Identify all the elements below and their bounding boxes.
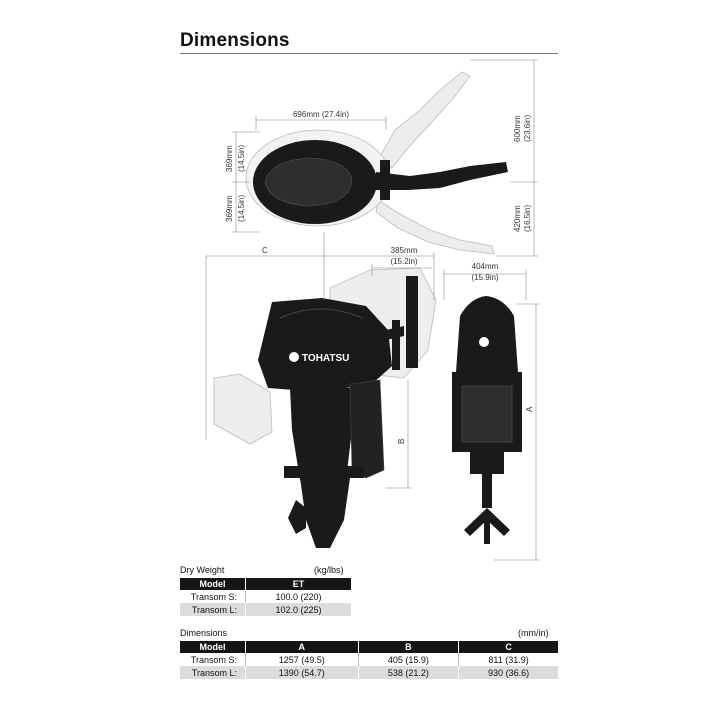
- width-top-label: 696mm (27.4in): [292, 110, 350, 119]
- row-value: 102.0 (225): [246, 603, 352, 616]
- half-width-lower-label: 369mm: [225, 195, 234, 222]
- tiller-down-label: 420mm: [513, 205, 522, 232]
- dry-weight-header-model: Model: [180, 578, 246, 590]
- tiller-up-in-label: (23.6in): [523, 114, 532, 142]
- dimensions-unit: (mm/in): [518, 628, 549, 638]
- row-value-a: 1390 (54.7): [246, 666, 359, 679]
- dry-weight-header-et: ET: [246, 578, 352, 590]
- half-width-lower-in-label: (14.5in): [237, 194, 246, 222]
- tilt-in-label: (15.2in): [390, 257, 418, 266]
- dimensions-header-model: Model: [180, 641, 246, 653]
- tiller-ghost-up: [378, 72, 470, 168]
- dry-weight-caption: Dry Weight: [180, 565, 225, 575]
- dimensions-caption: Dimensions: [180, 628, 228, 638]
- row-value-b: 405 (15.9): [358, 653, 459, 666]
- rear-width-label: 404mm: [471, 262, 499, 271]
- dimensions-header-b: B: [358, 641, 459, 653]
- row-value-b: 538 (21.2): [358, 666, 459, 679]
- tiller-down-in-label: (16.5in): [523, 204, 532, 232]
- table-row: [180, 666, 558, 679]
- row-label: Transom S:: [190, 591, 237, 602]
- half-width-upper-label: 369mm: [225, 145, 234, 172]
- row-value-c: 930 (36.6): [459, 666, 558, 679]
- row-label: Transom L:: [180, 603, 246, 616]
- page-title: Dimensions: [180, 30, 290, 51]
- c-label: C: [262, 246, 268, 255]
- lower-unit: [300, 478, 350, 548]
- dry-weight-unit: (kg/lbs): [314, 565, 344, 575]
- a-label: A: [525, 406, 534, 412]
- clamp-bracket: [350, 380, 384, 478]
- row-label: Transom L:: [180, 666, 246, 679]
- dimensions-header-c: C: [459, 641, 558, 653]
- table-row: [180, 590, 351, 603]
- rear-view: [452, 296, 522, 544]
- dimensions-header-a: A: [246, 641, 359, 653]
- row-value: 100.0 (220): [246, 590, 352, 603]
- half-width-upper-in-label: (14.5in): [237, 144, 246, 172]
- row-label: Transom S:: [190, 654, 237, 665]
- table-row: [180, 653, 558, 666]
- side-view: [214, 268, 436, 548]
- rear-width-in-label: (15.9in): [471, 273, 499, 282]
- svg-text:TOHATSU: TOHATSU: [302, 353, 350, 364]
- b-label: B: [397, 438, 406, 444]
- tiller-up-label: 600mm: [513, 115, 522, 142]
- tiller-top: [376, 162, 508, 190]
- table-row: [180, 603, 351, 616]
- propeller-side: [288, 500, 306, 534]
- dry-weight-table: [180, 578, 351, 616]
- cowl-rear: [456, 296, 518, 372]
- row-value-a: 1257 (49.5): [246, 653, 359, 666]
- dimensions-table: [180, 641, 558, 679]
- top-view: [246, 72, 508, 254]
- row-value-c: 811 (31.9): [459, 653, 558, 666]
- tilt-label: 385mm: [390, 246, 418, 255]
